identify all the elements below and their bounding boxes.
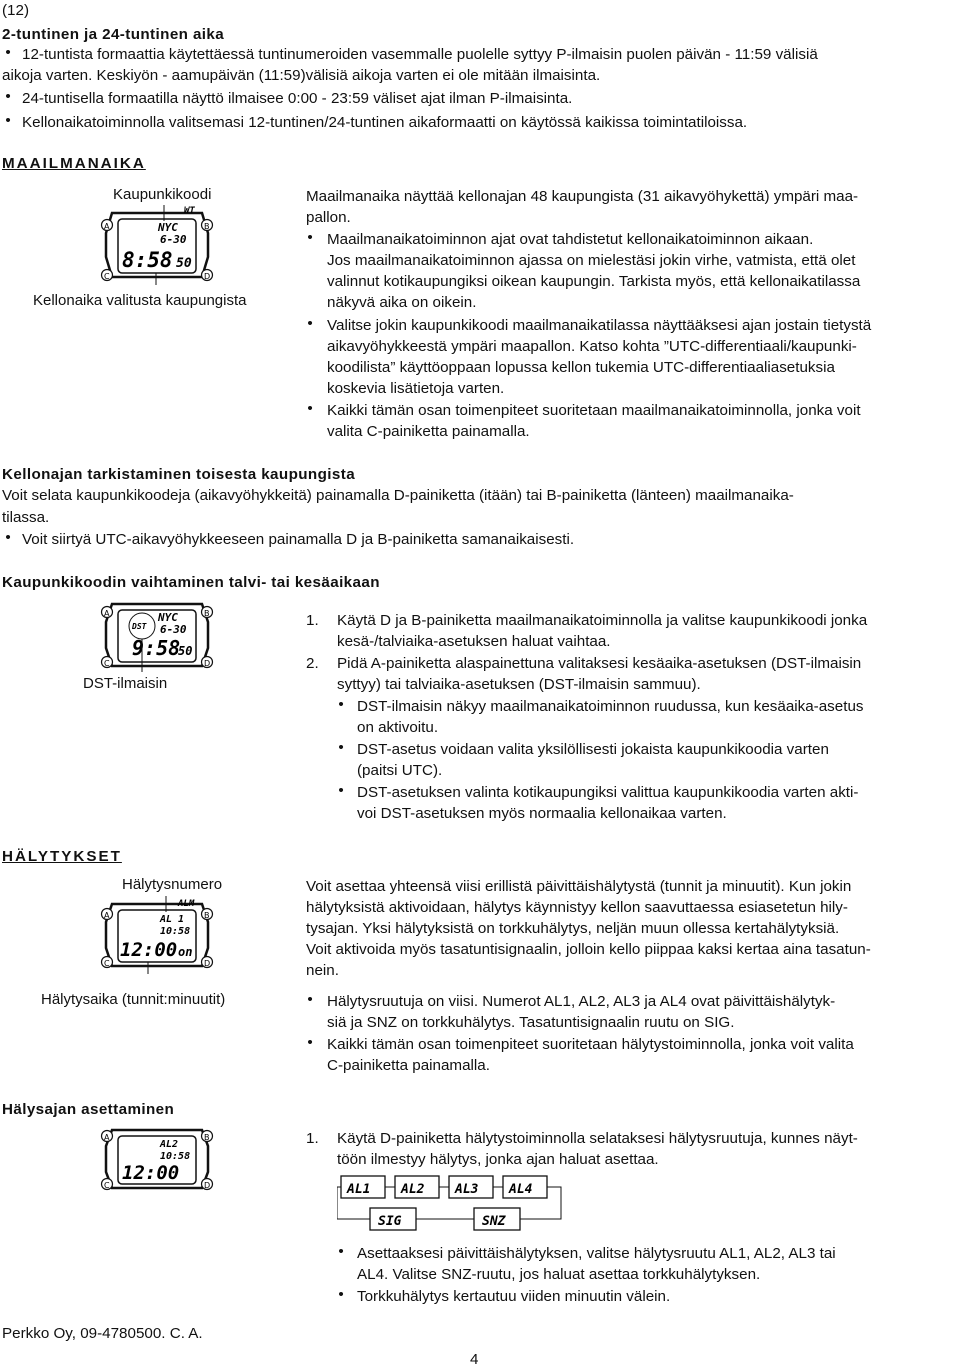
caption-alarm-number: Hälytysnumero [122,876,223,893]
watch-mid-text: 10:58 [160,1151,191,1162]
watch-illustration-dst [98,598,216,672]
dst-bullet-3-l2: voi DST-asetuksen myös normaalia kellonaikaa varten. [357,805,727,822]
bullet: • [307,400,313,417]
alarm-para-2: hälytyksistä aktivoidaan, hälytys käynnistyy kellon saavuttaessa esiasetetun hily- [306,899,848,916]
world-bullet-1-l4: näkyvä aika on oikein. [327,294,477,311]
svg-text:D: D [204,659,211,668]
svg-text:B: B [204,222,210,231]
world-bullet-1: Maailmanaikatoiminnon ajat ovat tahdistetut kellonaikatoiminnon aikaan. [327,231,814,248]
alarm-para-4: Voit aktivoida myös tasatuntisignaalin, jolloin kello piippaa kaksi kertaa aina tasatun- [306,941,871,958]
watch-seconds: 50 [176,256,192,271]
bullet: • [338,782,344,799]
dst-step-1-l1: Käytä D ja B-painiketta maailmanaikatoiminnolla ja valitse kaupunkikoodi jonka [337,612,868,629]
watch-seconds: 50 [178,644,193,658]
section-title-time-format: 2-tuntinen ja 24-tuntinen aika [2,26,225,43]
bullet: • [5,88,11,105]
set-bullet-1-l2: AL4. Valitse SNZ-ruutu, jos haluat asettaa torkkuhälytyksen. [357,1266,761,1283]
alarm-box-al3: AL3 [455,1182,479,1197]
world-intro-2: pallon. [306,209,351,226]
set-step-1-l1: Käytä D-painiketta hälytystoiminnolla selataksesi hälytysruutuja, kunnes näyt- [337,1130,858,1147]
set-step-1-l2: töön ilmestyy hälytys, jonka ajan haluat asettaa. [337,1151,659,1168]
dst-step-2-l1: Pidä A-painiketta alaspainettuna valitaksesi kesäaika-asetuksen (DST-ilmaisin [337,655,862,672]
alarm-bullet-2-l1: Kaikki tämän osan toimenpiteet suoritetaan hälytystoiminnolla, jonka voit valita [327,1036,854,1053]
set-bullet-1-l1: Asettaaksesi päivittäishälytyksen, valitse hälytysruutu AL1, AL2, AL3 tai [357,1245,836,1262]
alarm-para-5: nein. [306,962,339,979]
dst-step-2-l2: syttyy) tai talviaika-asetuksen (DST-ilmaisin sammuu). [337,676,701,693]
section-title-dst: Kaupunkikoodin vaihtaminen talvi- tai kesäaikaan [2,574,380,591]
svg-text:B: B [204,609,210,618]
watch-mid-text: 6-30 [160,623,187,636]
svg-text:D: D [204,1181,211,1190]
dst-bullet-1-l1: DST-ilmaisin näkyy maailmanaikatoiminnon ruudussa, kun kesäaika-asetus [357,698,864,715]
world-bullet-3-l2: valita C-painiketta painamalla. [327,423,530,440]
world-bullet-2-l2: aikavyöhykkeestä ympäri maapallon. Katso kohta ”UTC-differentiaali/kaupunki- [327,338,857,355]
format-bullet-1: 12-tuntista formaattia käytettäessä tuntinumeroiden vasemmalle puolelle syttyy P-ilmaisin puolen päivän - 11:59 välisiä [22,46,818,63]
world-intro-1: Maailmanaika näyttää kellonajan 48 kaupungista (31 aikavyöhykettä) ympäri maa- [306,188,859,205]
format-bullet-1-cont: aikoja varten. Keskiyön - aamupäivän (11:59)välisiä aikoja varten ei ole mitään ilmaisinta. [2,67,601,84]
watch-illustration-world-time [98,205,216,285]
format-bullet-3: Kellonaikatoiminnolla valitsemasi 12-tuntinen/24-tuntinen aikaformaatti on käytössä kaikissa toimintatiloissa. [22,114,748,131]
section-title-check-city: Kellonajan tarkistaminen toisesta kaupungista [2,466,356,483]
watch-mode-label: WT [184,206,195,216]
world-bullet-1-l2: Jos maailmanaikatoiminnon ajassa on mielestäsi jokin virhe, vatmista, että olet [327,252,856,269]
watch-mid-text: 6-30 [160,233,187,246]
bullet: • [5,529,11,546]
svg-text:A: A [104,911,110,920]
set-step-1-number: 1. [306,1130,319,1147]
world-bullet-2-l3: koodilista” käyttöoppaan lopussa kellon tukemia UTC-differentiaaliasetuksia [327,359,835,376]
set-bullet-2: Torkkuhälytys kertautuu viiden minuutin välein. [357,1288,671,1305]
alarm-bullet-2-l2: C-painiketta painamalla. [327,1057,490,1074]
svg-text:A: A [104,222,110,231]
alarm-box-al4: AL4 [509,1182,533,1197]
watch-big-time: 8:58 [122,248,173,272]
caption-dst-indicator: DST-ilmaisin [83,675,168,692]
dst-bullet-3-l1: DST-asetuksen valinta kotikaupungiksi valittua kaupunkikoodia varten akti- [357,784,859,801]
caption-alarm-time: Hälytysaika (tunnit:minuutit) [41,991,226,1008]
watch-big-time: 12:00 [122,1162,180,1184]
watch-city-text: NYC [158,611,178,624]
alarm-para-1: Voit asettaa yhteensä viisi erillistä päivittäishälytystä (tunnit ja minuutit). Kun jokin [306,878,852,895]
format-bullet-2: 24-tuntisella formaatilla näyttö ilmaisee 0:00 - 23:59 väliset ajat ilman P-ilmaisinta. [22,90,573,107]
dst-bullet-2-l2: (paitsi UTC). [357,762,443,779]
alarm-box-snz: SNZ [482,1214,506,1229]
svg-text:C: C [104,1181,110,1190]
bullet: • [5,44,11,61]
dst-step-1-l2: kesä-/talviaika-asetuksen haluat vaihtaa. [337,633,611,650]
bullet: • [338,1286,344,1303]
section-title-set-alarm: Hälysajan asettaminen [2,1101,175,1118]
check-para-2: tilassa. [2,509,50,526]
watch-big-time: 12:00 [120,939,178,961]
svg-text:B: B [204,911,210,920]
svg-text:B: B [204,1133,210,1142]
svg-text:C: C [104,272,110,281]
bullet: • [338,1243,344,1260]
world-bullet-3-l1: Kaikki tämän osan toimenpiteet suoritetaan maailmanaikatoiminnolla, jonka voit [327,402,861,419]
world-bullet-2-l4: koskevia lisätietoja varten. [327,380,505,397]
page-number: 4 [470,1351,479,1368]
alarm-box-al1: AL1 [347,1182,371,1197]
bullet: • [5,112,11,129]
page-label: (12) [2,2,30,19]
bullet: • [307,991,313,1008]
dst-bullet-1-l2: on aktivoitu. [357,719,439,736]
svg-text:C: C [104,959,110,968]
dst-bullet-2-l1: DST-asetus voidaan valita yksilöllisesti jokaista kaupunkikoodia varten [357,741,829,758]
section-title-world-time: MAAILMANAIKA [2,155,146,172]
check-para-1: Voit selata kaupunkikoodeja (aikavyöhykkeitä) painamalla D-painiketta (itään) tai B-painiketta (länteen) maailmanaika- [2,487,794,504]
dst-step-2-number: 2. [306,655,319,672]
bullet: • [307,229,313,246]
caption-city-code: Kaupunkikoodi [113,186,212,203]
alarm-bullet-1-l1: Hälytysruutuja on viisi. Numerot AL1, AL2, AL3 ja AL4 ovat päivittäishälytyk- [327,993,836,1010]
bullet: • [307,1034,313,1051]
watch-on-indicator: on [178,945,193,959]
svg-text:C: C [104,659,110,668]
caption-city-time: Kellonaika valitusta kaupungista [33,292,247,309]
alarm-para-3: tysajan. Yksi hälytyksistä on torkkuhälytys, neljän muun ollessa kertahälytyksiä. [306,920,840,937]
watch-alarm-number: AL2 [160,1139,179,1150]
alarm-bullet-1-l2: siä ja SNZ on torkkuhälytys. Tasatuntisignaalin ruutu on SIG. [327,1014,735,1031]
alarm-box-sig: SIG [378,1214,402,1229]
watch-illustration-set-alarm [98,1124,216,1194]
watch-dst-indicator: DST [132,622,147,631]
svg-text:A: A [104,609,110,618]
watch-alarm-number: AL 1 [160,914,185,925]
watch-illustration-alarm [98,896,216,974]
world-bullet-2-l1: Valitse jokin kaupunkikoodi maailmanaikatilassa näyttääksesi ajan jostain tietystä [327,317,872,334]
bullet: • [338,696,344,713]
watch-mode-label: ALM [178,899,195,909]
dst-step-1-number: 1. [306,612,319,629]
alarm-screen-sequence [337,1172,577,1234]
watch-mid-text: 10:58 [160,926,191,937]
svg-text:A: A [104,1133,110,1142]
bullet: • [307,315,313,332]
world-bullet-1-l3: valinnut kotikaupungiksi oikean kaupungin. Tarkista myös, että kellonaikatilassa [327,273,861,290]
watch-city-text: NYC [158,221,178,234]
svg-text:D: D [204,272,211,281]
section-title-alarms: HÄLYTYKSET [2,848,122,865]
svg-text:D: D [204,959,211,968]
bullet: • [338,739,344,756]
alarm-box-al2: AL2 [401,1182,425,1197]
check-bullet-1: Voit siirtyä UTC-aikavyöhykkeeseen painamalla D ja B-painiketta samanaikaisesti. [22,531,575,548]
watch-big-time: 9:58 [132,636,181,660]
footer-company: Perkko Oy, 09-4780500. C. A. [2,1325,203,1342]
